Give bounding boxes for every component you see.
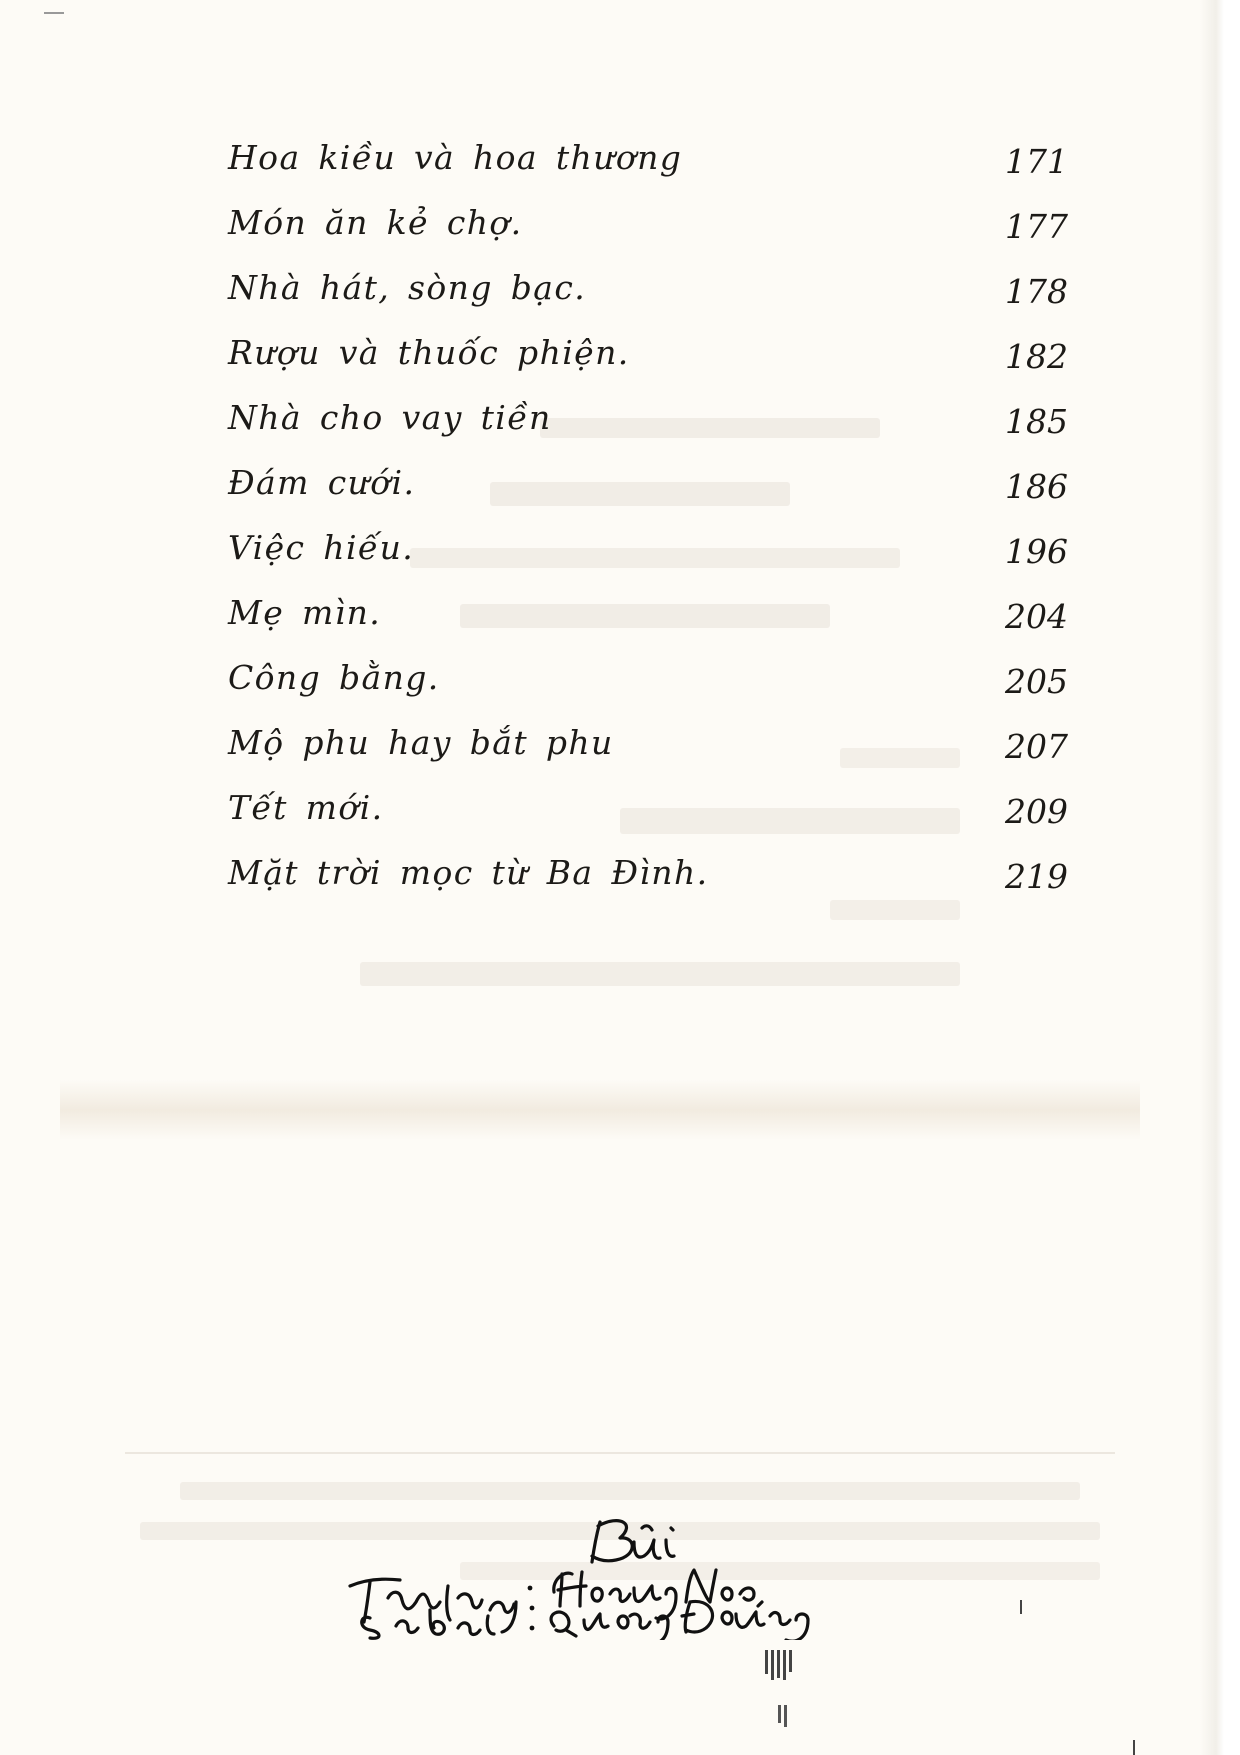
toc-entry xyxy=(228,331,1068,396)
toc-entry-title: Mộ phu hay bắt phu xyxy=(228,723,614,762)
toc-entry-page: 207 xyxy=(1005,727,1068,766)
toc-entry xyxy=(228,201,1068,266)
toc-entry xyxy=(228,786,1068,851)
toc-entry-title: Nhà cho vay tiền xyxy=(228,398,552,437)
toc-entry-page: 185 xyxy=(1005,402,1068,441)
toc-entry-page: 219 xyxy=(1005,857,1068,896)
toc-entry-page: 177 xyxy=(1005,207,1068,246)
scan-barcode-fragment xyxy=(765,1650,825,1680)
signature-drawing xyxy=(330,1490,890,1640)
scan-mark xyxy=(1020,1600,1022,1614)
toc-entry-title: Mặt trời mọc từ Ba Đình. xyxy=(228,853,709,892)
barcode-bar xyxy=(783,1650,786,1680)
toc-entry-title: Mẹ mìn. xyxy=(228,593,382,632)
toc-entry xyxy=(228,526,1068,591)
toc-entry xyxy=(228,461,1068,526)
toc-entry-page: 182 xyxy=(1005,337,1068,376)
toc-entry-page: 205 xyxy=(1005,662,1068,701)
toc-entry xyxy=(228,851,1068,916)
toc-entry-title: Món ăn kẻ chợ. xyxy=(228,203,523,242)
table-of-contents xyxy=(228,136,1068,916)
toc-entry xyxy=(228,721,1068,786)
toc-entry-page: 171 xyxy=(1005,142,1068,181)
toc-entry-page: 186 xyxy=(1005,467,1068,506)
barcode-bar xyxy=(777,1650,780,1678)
scan-mark xyxy=(1133,1740,1135,1755)
toc-entry-page: 178 xyxy=(1005,272,1068,311)
scan-barcode-fragment xyxy=(778,1705,808,1727)
toc-entry xyxy=(228,266,1068,331)
toc-entry-title: Công bằng. xyxy=(228,658,440,697)
toc-entry-title: Hoa kiều và hoa thương xyxy=(228,138,683,177)
toc-entry xyxy=(228,591,1068,656)
toc-entry xyxy=(228,396,1068,461)
toc-entry-page: 196 xyxy=(1005,532,1068,571)
barcode-bar xyxy=(765,1650,768,1674)
handwritten-signature-stamp xyxy=(330,1490,890,1640)
barcode-bar xyxy=(771,1650,774,1680)
toc-entry-title: Đám cưới. xyxy=(228,463,416,502)
toc-entry xyxy=(228,656,1068,721)
toc-entry-title: Rượu và thuốc phiện. xyxy=(228,333,630,372)
ghost-line xyxy=(360,962,960,986)
bleed-through-rule xyxy=(125,1452,1115,1454)
toc-entry-title: Tết mới. xyxy=(228,788,384,827)
barcode-bar xyxy=(778,1705,781,1723)
barcode-bar xyxy=(789,1650,792,1672)
toc-entry-page: 204 xyxy=(1005,597,1068,636)
toc-entry-page: 209 xyxy=(1005,792,1068,831)
toc-entry-title: Nhà hát, sòng bạc. xyxy=(228,268,587,307)
scan-mark xyxy=(44,12,64,14)
paper-stain xyxy=(60,1080,1140,1140)
toc-entry xyxy=(228,136,1068,201)
barcode-bar xyxy=(784,1705,787,1727)
toc-entry-title: Việc hiếu. xyxy=(228,528,415,567)
